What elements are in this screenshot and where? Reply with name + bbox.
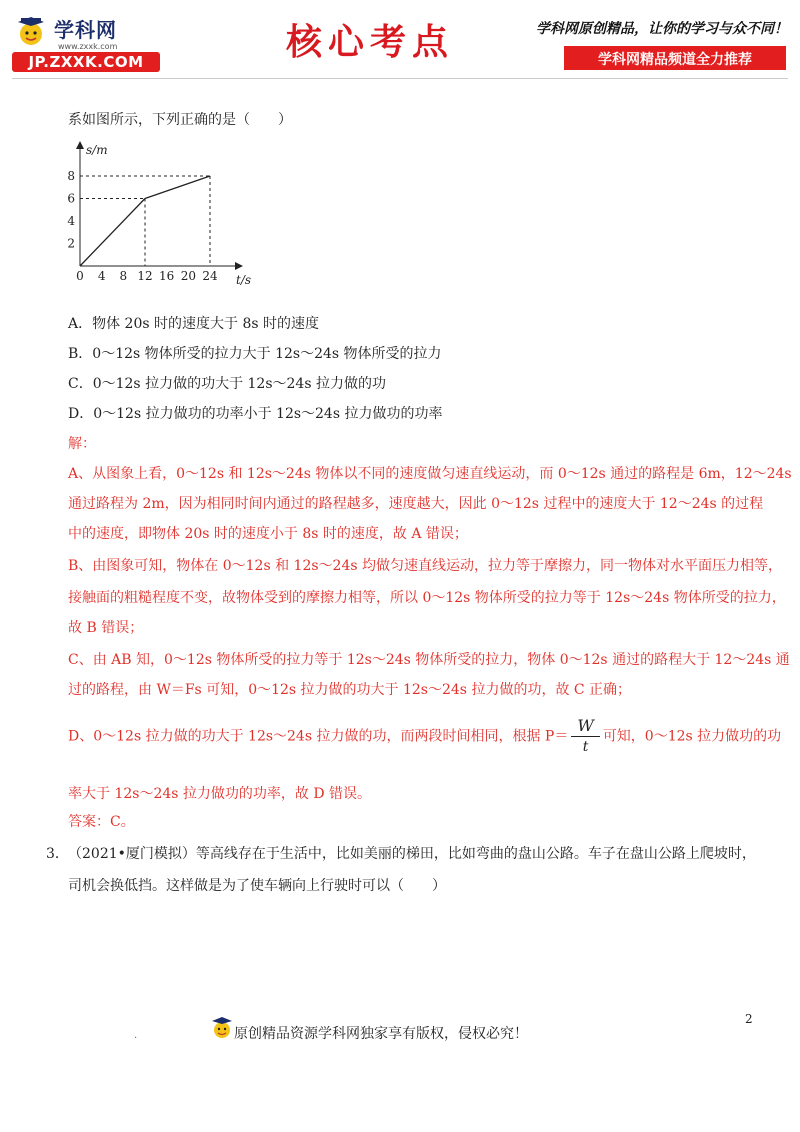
question-3-line1: （2021•厦门模拟）等高线存在于生活中，比如美丽的梯田，比如弯曲的盘山公路。车子在盘山公路上爬坡时， (68, 846, 756, 862)
logo (12, 12, 162, 74)
y-tick-label: 2 (67, 236, 75, 251)
solution-c-line1: C、由 AB 知，0～12s 物体所受的拉力等于 12s～24s 物体所受的拉力，物体 0～12s 通过的路程大于 12～24s 通 (68, 652, 790, 668)
banner-text: 学科网精品频道全力推荐 (598, 52, 752, 68)
solution-b-line1: B、由图象可知，物体在 0～12s 和 12s～24s 均做匀速直线运动，拉力等于摩擦力，同一物体对水平面压力相等， (68, 558, 782, 574)
x-tick-label: 4 (97, 269, 106, 283)
x-tick-label: 8 (119, 269, 128, 283)
x-axis-label: t/s (236, 273, 252, 287)
mascot-icon (14, 14, 48, 48)
logo-text: 学科网 (54, 18, 117, 42)
x-tick-label: 12 (137, 269, 153, 283)
option-d: D．0～12s 拉力做功的功率小于 12s～24s 拉力做功的功率 (68, 406, 443, 422)
page-title: 核心考点 (285, 21, 454, 63)
solution-label: 解： (68, 436, 96, 452)
question-3-number: 3． (46, 846, 69, 862)
x-tick-label: 0 (76, 269, 84, 283)
solution-b-line3: 故 B 错误； (68, 620, 144, 636)
power-fraction (571, 716, 599, 757)
y-tick-label: 4 (67, 214, 75, 228)
fraction-denominator: t (582, 739, 589, 755)
footer-dot: . (134, 1030, 138, 1041)
question-3-line2: 司机会换低挡。这样做是为了使车辆向上行驶时可以（ ） (68, 878, 446, 894)
solution-d-pre: D、0～12s 拉力做的功大于 12s～24s 拉力做的功，而两段时间相同，根据 P＝ (68, 728, 569, 745)
footer-copyright: 原创精品资源学科网独家享有版权，侵权必究！ (234, 1026, 528, 1042)
x-tick-label: 16 (159, 269, 175, 283)
footer-mascot-icon (210, 1015, 234, 1041)
fraction-numerator: W (571, 716, 599, 737)
x-tick-label: 20 (180, 269, 196, 283)
question-intro: 系如图所示，下列正确的是（ ） (68, 112, 292, 128)
y-tick-label: 6 (67, 191, 75, 206)
series-segment (80, 199, 145, 267)
solution-d-post: 可知，0～12s 拉力做功的功 (602, 728, 782, 745)
y-axis-label: s/m (86, 143, 108, 157)
slogan: 学科网原创精品，让你的学习与众不同！ (536, 21, 788, 37)
logo-url: www.zxxk.com (58, 42, 118, 51)
solution-a-line2: 通过路程为 2m，因为相同时间内通过的路程越多，速度越大，因此 0～12s 过程中的速度大于 12～24s 的过程 (68, 496, 764, 512)
solution-a-line3: 中的速度，即物体 20s 时的速度小于 8s 时的速度，故 A 错误； (68, 526, 468, 542)
answer: 答案：C。 (68, 814, 135, 830)
solution-a-line1: A、从图象上看，0～12s 和 12s～24s 物体以不同的速度做匀速直线运动，而 0～12s 通过的路程是 6m，12～24s (68, 466, 792, 482)
header-divider (12, 78, 788, 79)
page-number: 2 (745, 1012, 753, 1026)
x-tick-label: 24 (202, 269, 218, 283)
s-t-graph (62, 138, 262, 288)
option-c: C．0～12s 拉力做的功大于 12s～24s 拉力做的功 (68, 376, 386, 392)
solution-d-line1 (68, 716, 781, 757)
option-a: A．物体 20s 时的速度大于 8s 时的速度 (68, 316, 320, 332)
solution-c-line2: 过的路程，由 W＝Fs 可知，0～12s 拉力做的功大于 12s～24s 拉力做的功，故 C 正确； (68, 682, 632, 698)
option-b: B．0～12s 物体所受的拉力大于 12s～24s 物体所受的拉力 (68, 346, 442, 362)
solution-b-line2: 接触面的粗糙程度不变，故物体受到的摩擦力相等，所以 0～12s 物体所受的拉力等于 12s～24s 物体所受的拉力， (68, 590, 786, 606)
solution-d-line2: 率大于 12s～24s 拉力做功的功率，故 D 错误。 (68, 786, 372, 802)
logo-bar-text: JP.ZXXK.COM (28, 53, 144, 71)
y-tick-label: 8 (67, 169, 75, 183)
series-segment (145, 176, 210, 199)
